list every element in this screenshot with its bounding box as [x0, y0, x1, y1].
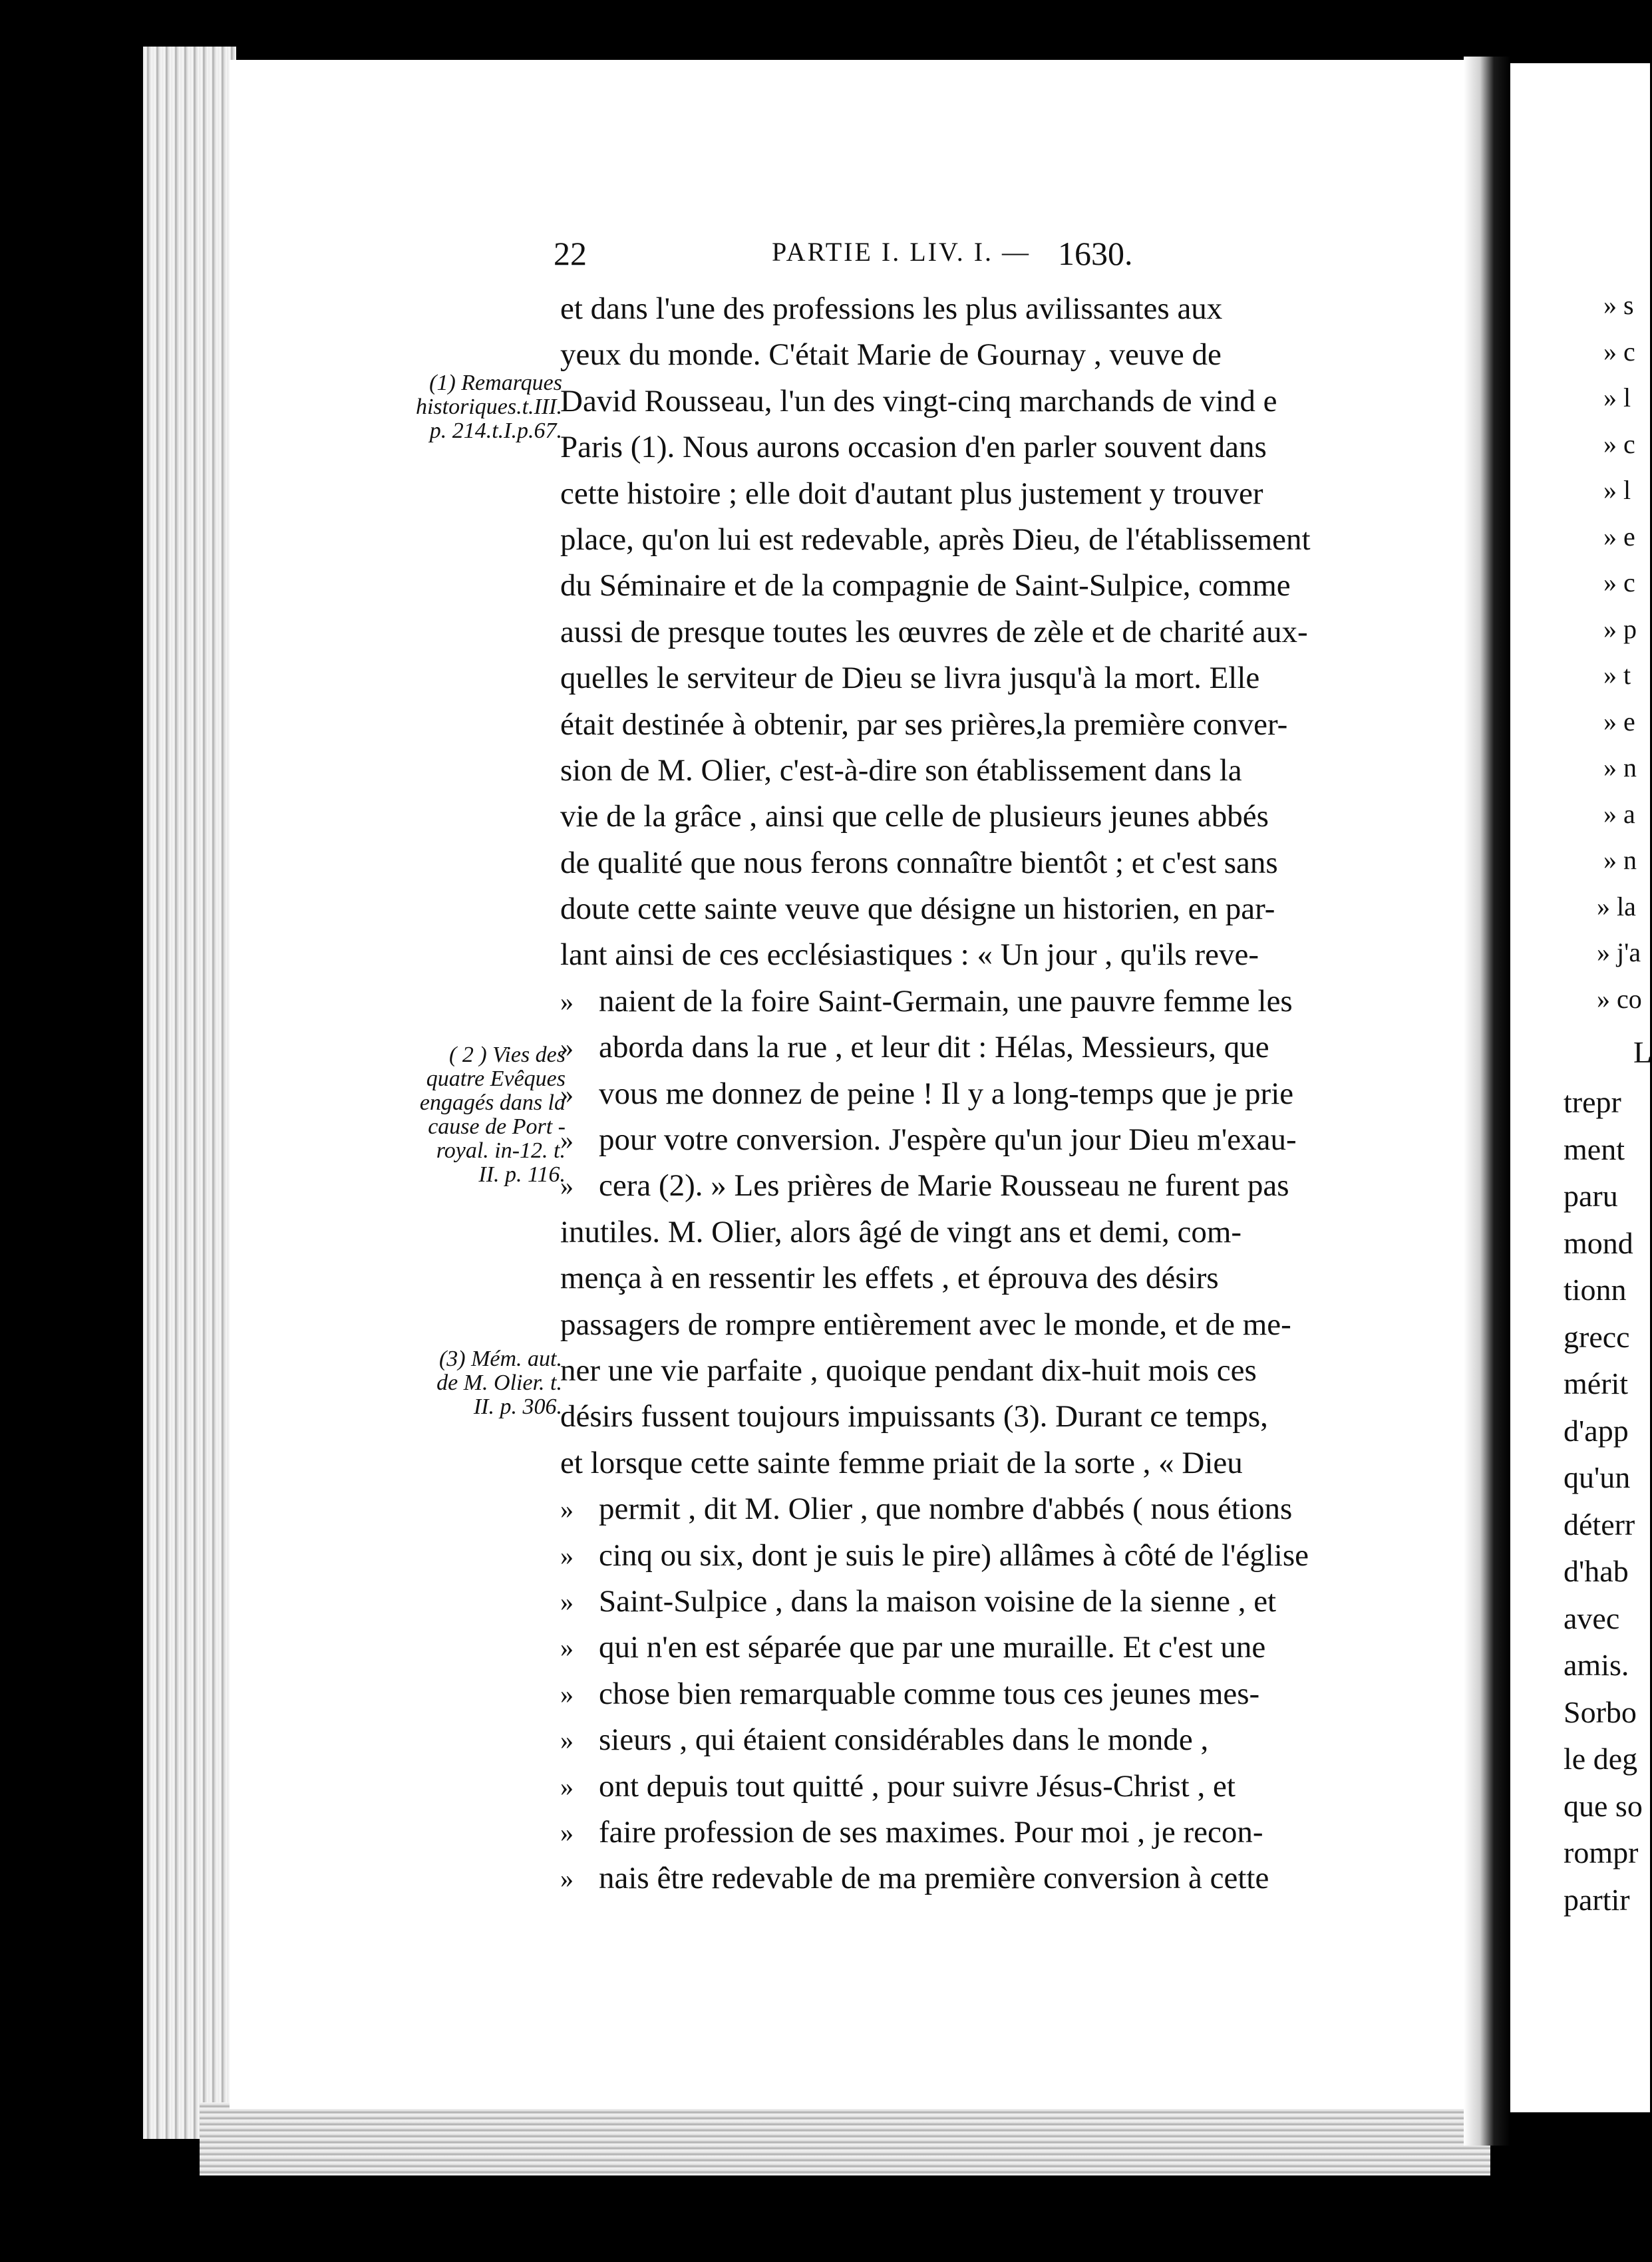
text-line: » aborda dans la rue , et leur dit : Hélas, Messieurs, que	[560, 1025, 1392, 1070]
text-line: David Rousseau, l'un des vingt-cinq marchands de vind e	[560, 383, 1277, 418]
text-line: lant ainsi de ces ecclésiastiques : « Un jour , qu'ils reve-	[560, 937, 1259, 973]
book-page-edges	[143, 47, 236, 2139]
facing-text-fragment: rompr	[1564, 1836, 1639, 1869]
text-line: aussi de presque toutes les œuvres de zèle et de charité aux-	[560, 614, 1308, 649]
facing-text-fragment: que so	[1564, 1788, 1643, 1823]
note-line: p. 214.t.I.p.67.	[429, 418, 562, 443]
facing-text-fragment: avec	[1564, 1601, 1620, 1635]
text-line: » cinq ou six, dont je suis le pire) allâmes à côté de l'église	[560, 1533, 1392, 1579]
facing-text-fragment: » n	[1603, 845, 1637, 875]
text-line: » chose bien remarquable comme tous ces jeunes mes-	[560, 1671, 1392, 1717]
book-bottom-edges	[200, 2102, 1490, 2176]
facing-text-fragment: » s	[1603, 290, 1634, 320]
facing-text-fragment: Sorbo	[1564, 1695, 1637, 1729]
facing-text-fragment: » co	[1597, 983, 1642, 1014]
facing-text-fragment: » l	[1603, 383, 1631, 412]
note-line: ( 2 ) Vies des	[449, 1043, 566, 1067]
text-line: quelles le serviteur de Dieu se livra jusqu'à la mort. Elle	[560, 661, 1260, 696]
margin-note-3	[363, 1347, 562, 1419]
note-line: quatre Evêques	[426, 1066, 566, 1091]
book-gutter	[1464, 57, 1510, 2146]
facing-text-fragment: le deg	[1564, 1742, 1638, 1776]
text-line: doute cette sainte veuve que désigne un historien, en par-	[560, 891, 1275, 927]
facing-text-fragment: grecc	[1564, 1319, 1630, 1354]
facing-text-fragment: » c	[1603, 428, 1635, 459]
facing-text-fragment: partir	[1564, 1882, 1630, 1917]
main-text-body	[560, 286, 1392, 1902]
facing-text-fragment: mérit	[1564, 1367, 1629, 1400]
facing-text-fragment: déterr	[1564, 1507, 1635, 1541]
facing-text-fragment: » j'a	[1597, 937, 1641, 967]
text-line: » naient de la foire Saint-Germain, une pauvre femme les	[560, 979, 1392, 1025]
text-line: » sieurs , qui étaient considérables dans le monde ,	[560, 1717, 1392, 1763]
facing-text-fragment: » e	[1603, 706, 1635, 736]
facing-text-fragment: » n	[1603, 752, 1637, 782]
text-line: passagers de rompre entièrement avec le monde, et de me-	[560, 1307, 1291, 1342]
facing-text-fragment: tionn	[1564, 1273, 1627, 1307]
facing-text-fragment: paru	[1564, 1179, 1618, 1213]
running-head: PARTIE I. LIV. I. —	[772, 237, 1031, 267]
text-line: était destinée à obtenir, par ses prières,la première conver-	[560, 707, 1288, 742]
facing-text-fragment: » c	[1603, 336, 1635, 367]
margin-note-1	[363, 371, 562, 443]
facing-text-fragment: trepr	[1564, 1085, 1621, 1119]
text-line: inutiles. M. Olier, alors âgé de vingt ans et demi, com-	[560, 1214, 1242, 1249]
facing-text-fragment: d'app	[1564, 1413, 1629, 1448]
facing-text-fragment: » a	[1603, 798, 1635, 829]
text-line: du Séminaire et de la compagnie de Saint-Sulpice, comme	[560, 568, 1291, 603]
text-line: vie de la grâce , ainsi que celle de plusieurs jeunes abbés	[560, 799, 1269, 834]
text-line: et dans l'une des professions les plus avilissantes aux	[560, 291, 1223, 326]
text-line: » ont depuis tout quitté , pour suivre Jésus-Christ , et	[560, 1764, 1392, 1810]
text-line: » nais être redevable de ma première conversion à cette	[560, 1856, 1392, 1901]
note-line: royal. in-12. t.	[436, 1138, 566, 1163]
text-line: » Saint-Sulpice , dans la maison voisine de la sienne , et	[560, 1579, 1392, 1625]
text-line: place, qu'on lui est redevable, après Dieu, de l'établissement	[560, 522, 1311, 557]
text-line: » qui n'en est séparée que par une muraille. Et c'est une	[560, 1625, 1392, 1671]
facing-text-fragment: » c	[1603, 567, 1635, 597]
text-line: cette histoire ; elle doit d'autant plus justement y trouver	[560, 476, 1263, 511]
facing-text-fragment: ment	[1564, 1132, 1625, 1166]
text-line: » faire profession de ses maximes. Pour moi , je recon-	[560, 1810, 1392, 1856]
facing-text-fragment: L	[1633, 1035, 1652, 1069]
note-line: cause de Port -	[428, 1114, 566, 1139]
facing-text-fragment: mond	[1564, 1225, 1633, 1260]
note-line: historiques.t.III.	[415, 395, 562, 419]
note-line: II. p. 306.	[473, 1394, 562, 1419]
text-line: ner une vie parfaite , quoique pendant dix-huit mois ces	[560, 1353, 1257, 1388]
facing-text-fragment: amis.	[1564, 1648, 1629, 1682]
note-line: II. p. 116.	[478, 1162, 566, 1187]
facing-text-fragment: » t	[1603, 660, 1631, 690]
note-line: (3) Mém. aut.	[438, 1347, 562, 1371]
facing-text-fragment: » l	[1603, 475, 1631, 505]
facing-text-fragment: » e	[1603, 521, 1635, 552]
facing-text-fragment: qu'un	[1564, 1460, 1631, 1494]
text-line: » permit , dit M. Olier , que nombre d'abbés ( nous étions	[560, 1486, 1392, 1532]
facing-text-fragment: d'hab	[1564, 1554, 1629, 1588]
text-line: sion de M. Olier, c'est-à-dire son établissement dans la	[560, 752, 1242, 788]
page-number: 22	[554, 235, 587, 272]
text-line: désirs fussent toujours impuissants (3). Durant ce temps,	[560, 1399, 1268, 1434]
text-line: de qualité que nous ferons connaître bientôt ; et c'est sans	[560, 845, 1278, 880]
text-line: » cera (2). » Les prières de Marie Rousseau ne furent pas	[560, 1163, 1392, 1209]
text-line: » pour votre conversion. J'espère qu'un jour Dieu m'exau-	[560, 1117, 1392, 1163]
note-line: (1) Remarques	[429, 371, 562, 395]
facing-page	[1510, 63, 1650, 2112]
text-line: et lorsque cette sainte femme priait de la sorte , « Dieu	[560, 1445, 1243, 1480]
facing-page-text	[1510, 63, 1650, 2112]
running-head-year: 1630.	[1058, 235, 1133, 272]
margin-note-2	[366, 1043, 566, 1187]
note-line: de M. Olier. t.	[436, 1371, 562, 1395]
note-line: engagés dans la	[419, 1090, 566, 1115]
text-line: » vous me donnez de peine ! Il y a long-temps que je prie	[560, 1071, 1392, 1117]
facing-text-fragment: » p	[1603, 613, 1637, 644]
text-line: mença à en ressentir les effets , et éprouva des désirs	[560, 1261, 1219, 1296]
facing-text-fragment: » la	[1597, 891, 1636, 921]
text-line: Paris (1). Nous aurons occasion d'en parler souvent dans	[560, 430, 1267, 465]
text-line: yeux du monde. C'était Marie de Gournay , veuve de	[560, 337, 1222, 373]
